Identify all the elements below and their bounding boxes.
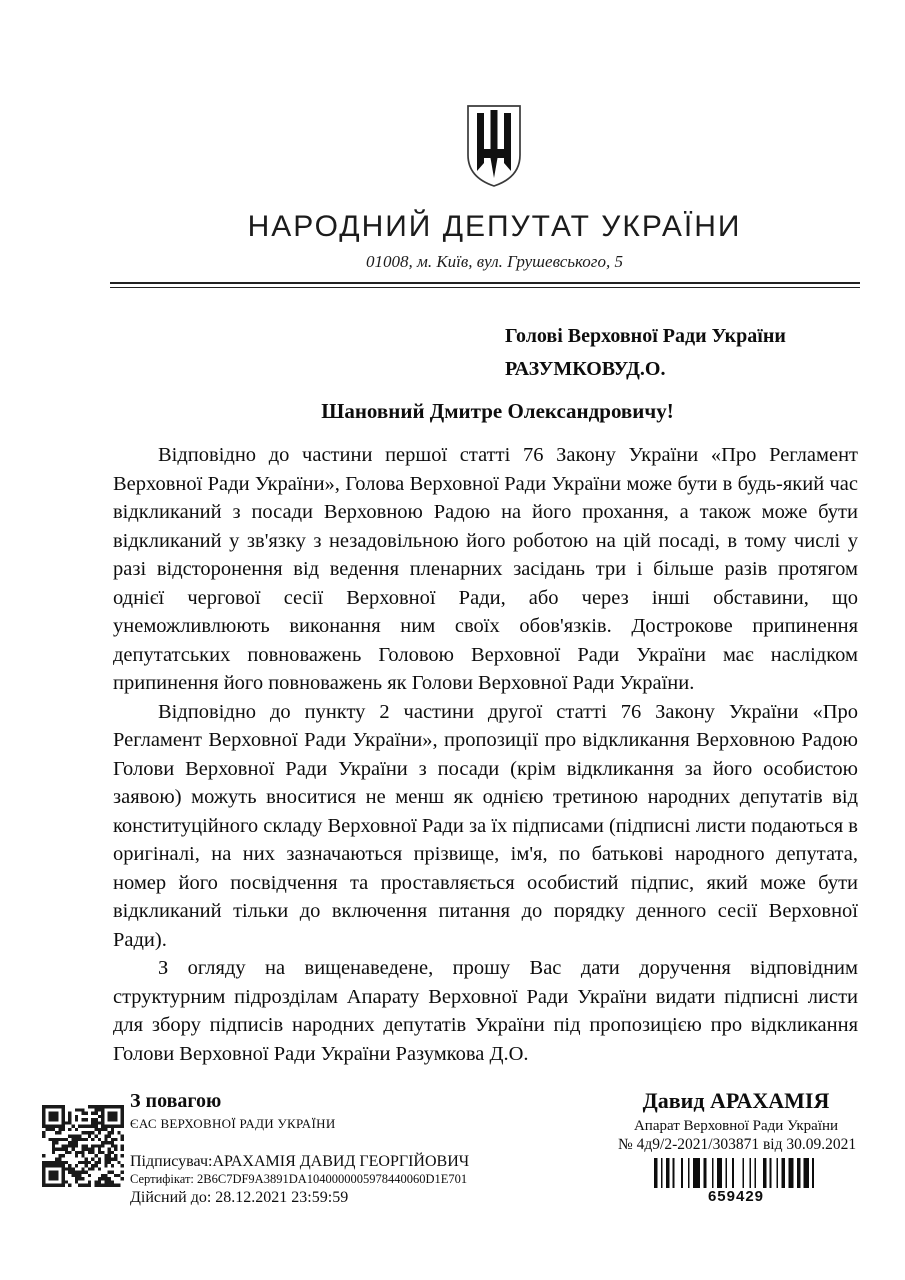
ukraine-trident-icon [464,103,524,190]
registration-block [618,1088,857,1205]
signature-block [130,1090,469,1207]
letter-body [113,441,858,1068]
recipient-block [505,320,786,386]
signer-line: Підписувач:АРАХАМІЯ ДАВИД ГЕОРГІЙОВИЧ [130,1153,470,1170]
eas-system-label: ЄАС ВЕРХОВНОЇ РАДИ УКРАЇНИ [130,1116,336,1131]
salutation: Шановний Дмитре Олександровичу! [321,399,674,423]
paragraph: Відповідно до пункту 2 частини другої статті 76 Закону України «Про Регламент Верховної Ради України», пропозиції про відкликання Верховною Радою Голови Верховної Ради України з посади (крім відкликання за його особистою заявою) можуть вноситися не менш як однією третиною народних депутатів від конституційного складу Верховної Ради за їх підписами (підписні листи подаються в оригіналі, на них зазначаються прізвище, ім'я, по батькові народного депутата, номер його посвідчення та проставляється особистий підпис, який може бути відкликаний тільки до включення питання до порядку денного сесії Верховної Ради). [113,700,858,951]
barcode [654,1158,819,1188]
author-name: Давид АРАХАМІЯ [642,1088,830,1113]
validity-line: Дійсний до: 28.12.2021 23:59:59 [130,1189,349,1206]
recipient-position: Голові Верховної Ради України [505,325,786,347]
letterhead-title: НАРОДНИЙ ДЕПУТАТ УКРАЇНИ [247,210,742,243]
header-divider [110,282,860,288]
paragraph: Відповідно до частини першої статті 76 Закону України «Про Регламент Верховної Ради України», Голова Верховної Ради України може бути в будь-який час відкликаний з посади Верховною Радою на його прохання, а також може бути відкликаний у зв'язку з незадовільною його роботою на цій посаді, в тому числі у разі відсторонення від ведення пленарних засідань три і більше разів протягом однієї чергової сесії Верховної Ради, або через інші обставини, що унеможливлюють виконання ним своїх обов'язків. Дострокове припинення депутатських повноважень Головою Верховної Ради України має наслідком припинення його повноважень як Голови Верховної Ради України. [113,444,858,694]
closing-text: З повагою [130,1090,222,1112]
barcode-number: 659429 [707,1188,765,1205]
office-name: Апарат Верховної Ради України [633,1118,839,1134]
certificate-line: Сертифікат: 2B6C7DF9A3891DA1040000005978440060D1E701 [130,1172,468,1186]
recipient-name: РАЗУМКОВУД.О. [505,358,666,380]
letterhead-address: 01008, м. Київ, вул. Грушевського, 5 [366,252,623,271]
document-number: № 4д9/2-2021/303871 від 30.09.2021 [618,1136,857,1153]
qr-code [42,1105,124,1187]
paragraph: З огляду на вищенаведене, прошу Вас дати доручення відповідним структурним підрозділам Апарату Верховної Ради України видати підписні листи для збору підписів народних депутатів України під пропозицією про відкликання Голови Верховної Ради України Разумкова Д.О. [113,957,858,1065]
